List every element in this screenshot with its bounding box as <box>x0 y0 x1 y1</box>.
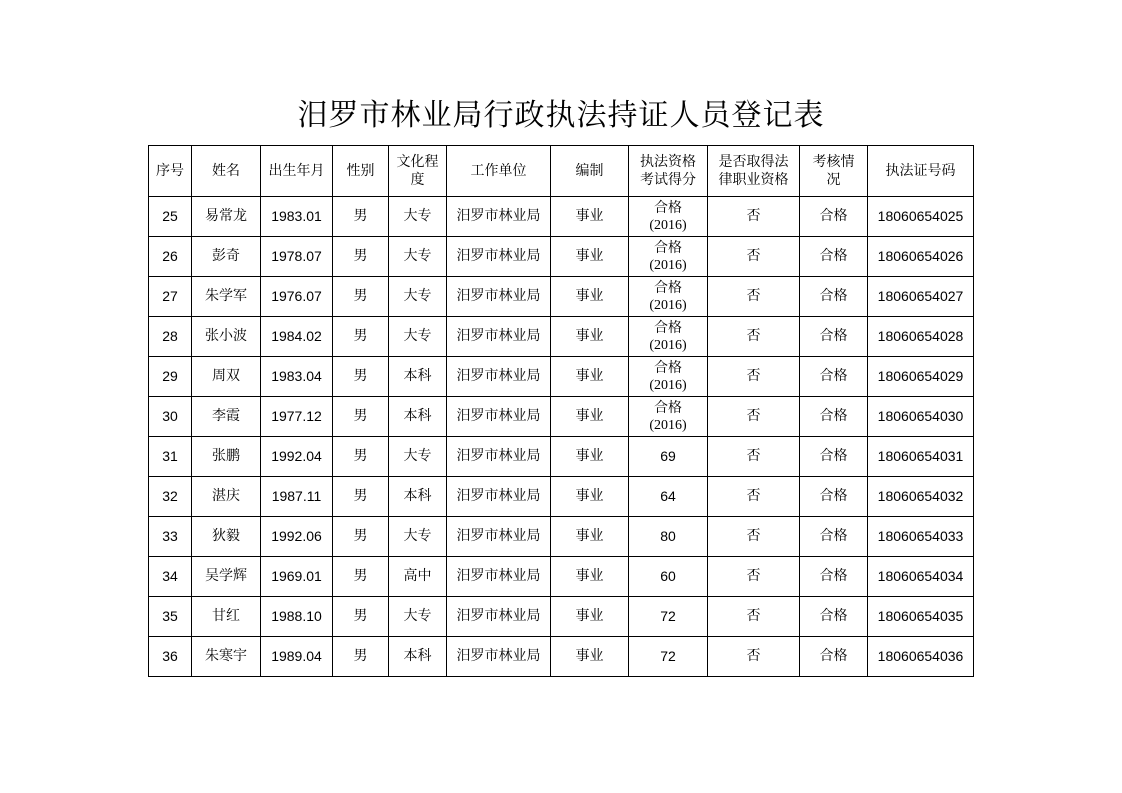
score-result: 合格 <box>654 199 682 216</box>
cell-birth: 1988.10 <box>261 597 333 637</box>
cell-birth: 1989.04 <box>261 637 333 677</box>
cell-assess: 合格 <box>800 557 868 597</box>
score-year: (2016) <box>649 377 687 393</box>
column-header-label: 考试得分 <box>640 172 696 188</box>
cell-unit: 汨罗市林业局 <box>447 237 551 277</box>
table-row <box>149 517 974 557</box>
cell-score: 69 <box>629 437 708 477</box>
cell-birth: 1983.04 <box>261 357 333 397</box>
cell-edu: 本科 <box>389 357 447 397</box>
cell-seq: 26 <box>149 237 192 277</box>
cell-seq: 28 <box>149 317 192 357</box>
cell-seq: 35 <box>149 597 192 637</box>
cell-score <box>629 277 708 317</box>
cell-staff: 事业 <box>551 277 629 317</box>
table-row <box>149 637 974 677</box>
cell-assess: 合格 <box>800 317 868 357</box>
cell-score <box>629 317 708 357</box>
score-result: 合格 <box>654 359 682 376</box>
cell-name: 朱学军 <box>192 277 261 317</box>
cell-seq: 32 <box>149 477 192 517</box>
cell-score: 80 <box>629 517 708 557</box>
column-header-unit <box>447 146 551 197</box>
cell-assess: 合格 <box>800 197 868 237</box>
table-body <box>149 197 974 677</box>
score-result: 合格 <box>654 399 682 416</box>
column-header-name <box>192 146 261 197</box>
column-header-label: 文化程 <box>396 154 439 170</box>
cell-score <box>629 197 708 237</box>
cell-unit: 汨罗市林业局 <box>447 437 551 477</box>
cell-name: 吴学辉 <box>192 557 261 597</box>
table-header-row <box>149 146 974 197</box>
cell-cert: 18060654027 <box>868 277 974 317</box>
score-result: 合格 <box>654 319 682 336</box>
cell-staff: 事业 <box>551 477 629 517</box>
cell-edu: 大专 <box>389 437 447 477</box>
cell-name: 张小波 <box>192 317 261 357</box>
score-result: 合格 <box>654 239 682 256</box>
cell-gender: 男 <box>333 477 389 517</box>
cell-score: 72 <box>629 637 708 677</box>
column-header-label: 性别 <box>346 163 375 179</box>
cell-law: 否 <box>708 637 800 677</box>
cell-staff: 事业 <box>551 557 629 597</box>
cell-name: 狄毅 <box>192 517 261 557</box>
cell-seq: 25 <box>149 197 192 237</box>
cell-law: 否 <box>708 237 800 277</box>
cell-staff: 事业 <box>551 357 629 397</box>
column-header-birth <box>261 146 333 197</box>
cell-staff: 事业 <box>551 517 629 557</box>
cell-law: 否 <box>708 477 800 517</box>
table-row <box>149 477 974 517</box>
cell-seq: 34 <box>149 557 192 597</box>
cell-name: 张鹏 <box>192 437 261 477</box>
cell-staff: 事业 <box>551 437 629 477</box>
column-header-label: 工作单位 <box>470 163 527 179</box>
cell-name: 易常龙 <box>192 197 261 237</box>
column-header-gender <box>333 146 389 197</box>
cell-name: 李霞 <box>192 397 261 437</box>
cell-unit: 汨罗市林业局 <box>447 317 551 357</box>
cell-law: 否 <box>708 597 800 637</box>
cell-seq: 31 <box>149 437 192 477</box>
cell-seq: 27 <box>149 277 192 317</box>
cell-law: 否 <box>708 437 800 477</box>
cell-unit: 汨罗市林业局 <box>447 357 551 397</box>
cell-unit: 汨罗市林业局 <box>447 517 551 557</box>
cell-gender: 男 <box>333 437 389 477</box>
cell-cert: 18060654026 <box>868 237 974 277</box>
cell-cert: 18060654034 <box>868 557 974 597</box>
cell-gender: 男 <box>333 277 389 317</box>
cell-birth: 1992.04 <box>261 437 333 477</box>
cell-seq: 30 <box>149 397 192 437</box>
column-header-label: 度 <box>410 172 425 188</box>
cell-law: 否 <box>708 557 800 597</box>
column-header-label: 序号 <box>156 163 184 179</box>
column-header-score <box>629 146 708 197</box>
cell-gender: 男 <box>333 317 389 357</box>
cell-cert: 18060654033 <box>868 517 974 557</box>
cell-assess: 合格 <box>800 597 868 637</box>
table-row <box>149 237 974 277</box>
cell-edu: 本科 <box>389 477 447 517</box>
column-header-law <box>708 146 800 197</box>
column-header-label: 是否取得法 <box>718 154 789 170</box>
cell-cert: 18060654028 <box>868 317 974 357</box>
cell-unit: 汨罗市林业局 <box>447 397 551 437</box>
cell-seq: 29 <box>149 357 192 397</box>
column-header-edu <box>389 146 447 197</box>
cell-edu: 大专 <box>389 277 447 317</box>
cell-seq: 36 <box>149 637 192 677</box>
cell-staff: 事业 <box>551 237 629 277</box>
column-header-label: 况 <box>826 172 841 188</box>
column-header-label: 出生年月 <box>268 163 325 179</box>
cell-unit: 汨罗市林业局 <box>447 277 551 317</box>
cell-edu: 本科 <box>389 637 447 677</box>
cell-birth: 1976.07 <box>261 277 333 317</box>
cell-score: 72 <box>629 597 708 637</box>
cell-law: 否 <box>708 197 800 237</box>
cell-name: 湛庆 <box>192 477 261 517</box>
cell-cert: 18060654025 <box>868 197 974 237</box>
column-header-label: 执法证号码 <box>885 163 956 179</box>
score-year: (2016) <box>649 417 687 433</box>
table-row <box>149 197 974 237</box>
cell-gender: 男 <box>333 237 389 277</box>
table-row <box>149 357 974 397</box>
cell-cert: 18060654030 <box>868 397 974 437</box>
score-result: 合格 <box>654 279 682 296</box>
cell-gender: 男 <box>333 637 389 677</box>
score-year: (2016) <box>649 217 687 233</box>
cell-assess: 合格 <box>800 277 868 317</box>
cell-law: 否 <box>708 277 800 317</box>
column-header-label: 执法资格 <box>640 154 696 170</box>
cell-gender: 男 <box>333 517 389 557</box>
cell-edu: 大专 <box>389 237 447 277</box>
cell-edu: 大专 <box>389 197 447 237</box>
table-row <box>149 397 974 437</box>
cell-edu: 大专 <box>389 517 447 557</box>
column-header-seq <box>149 146 192 197</box>
cell-assess: 合格 <box>800 517 868 557</box>
score-year: (2016) <box>649 297 687 313</box>
cell-name: 朱寒宇 <box>192 637 261 677</box>
cell-assess: 合格 <box>800 357 868 397</box>
cell-gender: 男 <box>333 597 389 637</box>
cell-name: 甘红 <box>192 597 261 637</box>
cell-score: 60 <box>629 557 708 597</box>
cell-score: 64 <box>629 477 708 517</box>
cell-unit: 汨罗市林业局 <box>447 637 551 677</box>
cell-gender: 男 <box>333 397 389 437</box>
cell-edu: 大专 <box>389 597 447 637</box>
cell-unit: 汨罗市林业局 <box>447 557 551 597</box>
cell-staff: 事业 <box>551 197 629 237</box>
table-row <box>149 557 974 597</box>
cell-assess: 合格 <box>800 237 868 277</box>
column-header-label: 律职业资格 <box>718 172 789 188</box>
cell-edu: 本科 <box>389 397 447 437</box>
cell-assess: 合格 <box>800 397 868 437</box>
cell-unit: 汨罗市林业局 <box>447 597 551 637</box>
cell-unit: 汨罗市林业局 <box>447 197 551 237</box>
cell-birth: 1992.06 <box>261 517 333 557</box>
cell-name: 周双 <box>192 357 261 397</box>
table-row <box>149 317 974 357</box>
cell-cert: 18060654036 <box>868 637 974 677</box>
cell-staff: 事业 <box>551 397 629 437</box>
table-row <box>149 277 974 317</box>
cell-staff: 事业 <box>551 317 629 357</box>
score-year: (2016) <box>649 257 687 273</box>
cell-birth: 1977.12 <box>261 397 333 437</box>
personnel-register-table <box>148 145 974 677</box>
cell-birth: 1983.01 <box>261 197 333 237</box>
column-header-staff <box>551 146 629 197</box>
cell-assess: 合格 <box>800 477 868 517</box>
column-header-label: 考核情 <box>812 154 855 170</box>
cell-law: 否 <box>708 357 800 397</box>
cell-assess: 合格 <box>800 637 868 677</box>
cell-seq: 33 <box>149 517 192 557</box>
cell-law: 否 <box>708 397 800 437</box>
cell-law: 否 <box>708 517 800 557</box>
cell-cert: 18060654035 <box>868 597 974 637</box>
cell-score <box>629 237 708 277</box>
cell-edu: 高中 <box>389 557 447 597</box>
cell-edu: 大专 <box>389 317 447 357</box>
table-row <box>149 597 974 637</box>
column-header-label: 编制 <box>575 163 604 179</box>
cell-unit: 汨罗市林业局 <box>447 477 551 517</box>
cell-staff: 事业 <box>551 597 629 637</box>
page-title: 汨罗市林业局行政执法持证人员登记表 <box>297 98 825 133</box>
cell-birth: 1987.11 <box>261 477 333 517</box>
cell-gender: 男 <box>333 197 389 237</box>
column-header-assess <box>800 146 868 197</box>
score-year: (2016) <box>649 337 687 353</box>
cell-cert: 18060654032 <box>868 477 974 517</box>
cell-name: 彭奇 <box>192 237 261 277</box>
cell-score <box>629 357 708 397</box>
table-row <box>149 437 974 477</box>
cell-score <box>629 397 708 437</box>
column-header-label: 姓名 <box>212 163 240 179</box>
cell-gender: 男 <box>333 557 389 597</box>
column-header-cert <box>868 146 974 197</box>
cell-assess: 合格 <box>800 437 868 477</box>
cell-birth: 1978.07 <box>261 237 333 277</box>
cell-staff: 事业 <box>551 637 629 677</box>
cell-birth: 1969.01 <box>261 557 333 597</box>
cell-law: 否 <box>708 317 800 357</box>
cell-cert: 18060654031 <box>868 437 974 477</box>
cell-cert: 18060654029 <box>868 357 974 397</box>
cell-gender: 男 <box>333 357 389 397</box>
cell-birth: 1984.02 <box>261 317 333 357</box>
